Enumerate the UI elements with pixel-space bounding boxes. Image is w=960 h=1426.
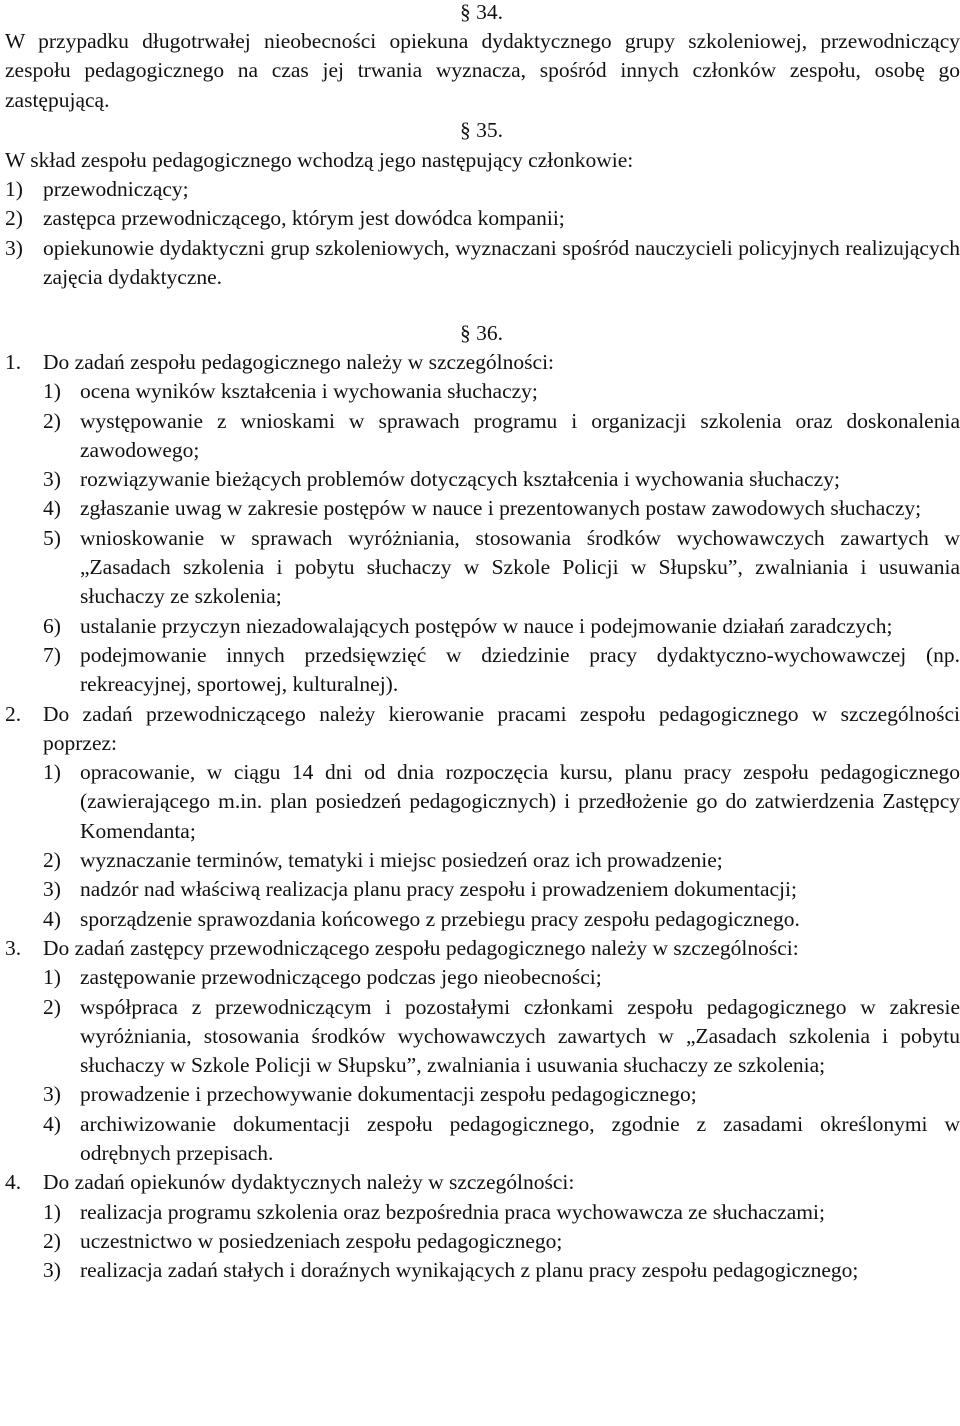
- list-item: [43, 875, 960, 904]
- section-heading-36: § 36.: [460, 321, 503, 345]
- list-item: [43, 963, 960, 992]
- section-heading-34: § 34.: [460, 0, 503, 24]
- point-number: 2.: [5, 701, 22, 726]
- list-item-text: podejmowanie innych przedsięwzięć w dziedzinie pracy dydaktyczno-wychowawczej (np. rekreacyjnej, sportowej, kulturalnej).: [80, 642, 960, 697]
- list-item: [43, 1110, 960, 1169]
- list-item-number: 7): [43, 642, 61, 667]
- list-item-number: 1): [5, 177, 23, 201]
- list-item: [43, 641, 960, 700]
- list-item: [43, 993, 960, 1081]
- list-item-number: 2): [5, 206, 23, 231]
- list-item-number: 4): [43, 906, 61, 931]
- point-text: Do zadań przewodniczącego należy kierowanie pracami zespołu pedagogicznego w szczególności poprzez:: [43, 701, 960, 755]
- list-item-text: ocena wyników kształcenia i wychowania słuchaczy;: [80, 379, 538, 404]
- point-text: Do zadań opiekunów dydaktycznych należy w szczególności:: [43, 1170, 575, 1195]
- section-35-list: [5, 175, 960, 292]
- list-item-number: 1): [43, 965, 61, 990]
- list-item: [43, 407, 960, 466]
- point-2: [5, 700, 960, 759]
- list-item: [43, 1080, 960, 1109]
- list-item-number: 2): [43, 848, 61, 873]
- list-item-number: 6): [43, 613, 61, 638]
- point-number: 4.: [5, 1170, 22, 1195]
- list-item-text: wyznaczanie terminów, tematyki i miejsc posiedzeń oraz ich prowadzenie;: [80, 848, 723, 873]
- list-item-number: 1): [43, 1199, 61, 1224]
- point-4: [5, 1168, 960, 1197]
- list-item-text: zastępca przewodniczącego, którym jest dowódca kompanii;: [43, 206, 565, 231]
- list-item-text: realizacja zadań stałych i doraźnych wynikających z planu pracy zespołu pedagogicznego;: [80, 1258, 859, 1283]
- list-item: [43, 758, 960, 846]
- list-item-text: występowanie z wnioskami w sprawach programu i organizacji szkolenia oraz doskonalenia zawodowego;: [80, 408, 960, 462]
- list-item-text: przewodniczący;: [43, 177, 189, 201]
- list-item-text: archiwizowanie dokumentacji zespołu pedagogicznego, zgodnie z zasadami określonymi w odrębnych przepisach.: [80, 1111, 960, 1166]
- list-item-number: 1): [43, 760, 61, 785]
- list-item-number: 3): [43, 1258, 61, 1283]
- list-item-text: uczestnictwo w posiedzeniach zespołu pedagogicznego;: [80, 1228, 563, 1253]
- list-item-text: zastępowanie przewodniczącego podczas jego nieobecności;: [80, 965, 602, 990]
- list-item-text: ustalanie przyczyn niezadowalających postępów w nauce i podejmowanie działań zaradczych;: [80, 613, 893, 638]
- list-item-number: 2): [43, 994, 61, 1019]
- list-item-text: opiekunowie dydaktyczni grup szkoleniowych, wyznaczani spośród nauczycieli policyjnych realizujących zajęcia dydaktyczne.: [43, 235, 960, 289]
- list-item-number: 4): [43, 496, 61, 521]
- list-item: [5, 234, 960, 293]
- section-36-body: [5, 348, 960, 1286]
- section-35-intro: W skład zespołu pedagogicznego wchodzą jego następujący członkowie:: [5, 148, 634, 172]
- list-item-text: prowadzenie i przechowywanie dokumentacji zespołu pedagogicznego;: [80, 1082, 697, 1107]
- list-item-number: 4): [43, 1111, 61, 1136]
- list-item: [43, 465, 960, 494]
- list-item-number: 3): [43, 877, 61, 902]
- list-item: [5, 175, 960, 204]
- list-item-number: 1): [43, 379, 61, 404]
- point-3: [5, 934, 960, 963]
- list-item-text: sporządzenie sprawozdania końcowego z przebiegu pracy zespołu pedagogicznego.: [80, 906, 800, 931]
- section-heading-35: § 35.: [460, 118, 503, 142]
- list-item-number: 3): [43, 467, 61, 492]
- point-1: [5, 348, 960, 377]
- list-item: [43, 905, 960, 934]
- list-item: [43, 846, 960, 875]
- list-item: [5, 204, 960, 233]
- section-34-paragraph: W przypadku długotrwałej nieobecności opiekuna dydaktycznego grupy szkoleniowej, przewodniczący zespołu pedagogicznego na czas jej trwania wyznacza, spośród innych członków zespołu, osobę go zastępującą.: [5, 29, 960, 112]
- list-item-text: nadzór nad właściwą realizacja planu pracy zespołu i prowadzeniem dokumentacji;: [80, 877, 797, 902]
- point-number: 3.: [5, 935, 22, 960]
- list-item-text: wnioskowanie w sprawach wyróżniania, stosowania środków wychowawczych zawartych w „Zasadach szkolenia i pobytu słuchaczy w Szkole Policji w Słupsku”, zwalniania i usuwania słuchaczy ze szkolenia;: [80, 525, 960, 609]
- list-item: [43, 524, 960, 612]
- list-item-number: 3): [43, 1082, 61, 1107]
- list-item: [43, 494, 960, 523]
- list-item-text: zgłaszanie uwag w zakresie postępów w nauce i prezentowanych postaw zawodowych słuchaczy;: [80, 496, 922, 521]
- list-item-number: 2): [43, 408, 61, 433]
- list-item-number: 5): [43, 525, 61, 550]
- list-item-number: 2): [43, 1228, 61, 1253]
- list-item-text: opracowanie, w ciągu 14 dni od dnia rozpoczęcia kursu, planu pracy zespołu pedagogicznego (zawierającego m.in. plan posiedzeń pedagogicznych) i przedłożenie go do zatwierdzenia Zastępcy Komendanta;: [80, 760, 960, 843]
- list-item: [43, 377, 960, 406]
- point-number: 1.: [5, 350, 22, 374]
- list-item-text: rozwiązywanie bieżących problemów dotyczących kształcenia i wychowania słuchaczy;: [80, 467, 840, 492]
- list-item: [43, 612, 960, 641]
- list-item-text: realizacja programu szkolenia oraz bezpośrednia praca wychowawcza ze słuchaczami;: [80, 1199, 825, 1224]
- list-item-number: 3): [5, 235, 23, 260]
- list-item-text: współpraca z przewodniczącym i pozostałymi członkami zespołu pedagogicznego w zakresie wyróżniania, stosowania środków wychowawczych zawartych w „Zasadach szkolenia i pobytu słuchaczy w Szkole Policji w Słupsku”, zwalniania i usuwania słuchaczy ze szkolenia;: [80, 994, 960, 1078]
- list-item: [43, 1256, 960, 1285]
- list-item: [43, 1227, 960, 1256]
- list-item: [43, 1198, 960, 1227]
- point-text: Do zadań zastępcy przewodniczącego zespołu pedagogicznego należy w szczególności:: [43, 935, 799, 960]
- point-text: Do zadań zespołu pedagogicznego należy w szczególności:: [43, 350, 555, 374]
